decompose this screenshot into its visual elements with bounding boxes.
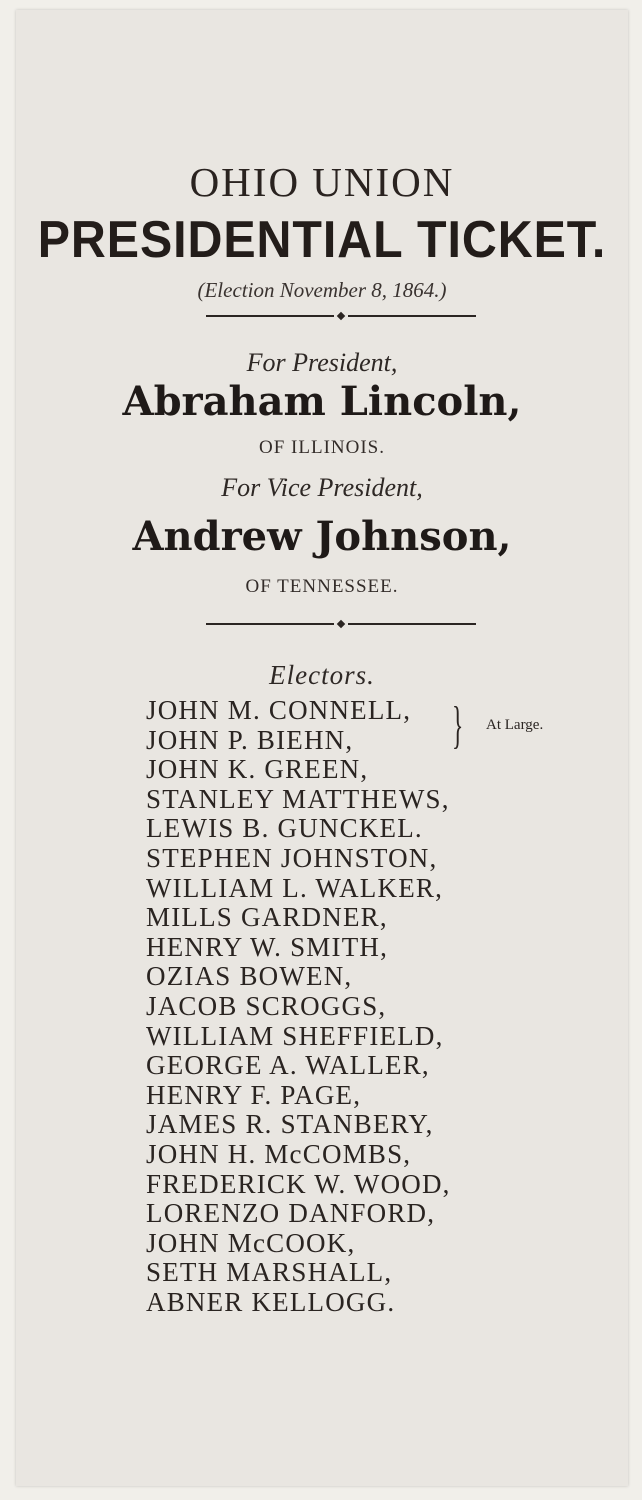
vice-president-state: OF TENNESSEE. xyxy=(245,576,399,597)
elector-name: WILLIAM L. WALKER, xyxy=(146,872,444,903)
president-name: Abraham Lincoln, xyxy=(122,378,522,425)
elector-name: STANLEY MATTHEWS, xyxy=(146,783,450,814)
election-date: (Election November 8, 1864.) xyxy=(197,278,447,302)
president-state: OF ILLINOIS. xyxy=(259,437,385,458)
elector-name: SETH MARSHALL, xyxy=(146,1257,393,1288)
ticket-heading-title: PRESIDENTIAL TICKET. xyxy=(37,211,607,269)
elector-name: HENRY W. SMITH, xyxy=(146,931,389,962)
elector-name: OZIAS BOWEN, xyxy=(146,961,353,992)
elector-name: JOHN K. GREEN, xyxy=(146,754,369,785)
elector-name: JOHN McCOOK, xyxy=(146,1227,356,1258)
elector-name: JACOB SCROGGS, xyxy=(146,990,387,1021)
elector-name: JOHN P. BIEHN, xyxy=(146,724,354,755)
ornamental-rule-bottom xyxy=(206,618,476,630)
vice-president-office-label: For Vice President, xyxy=(221,473,423,502)
elector-name: LEWIS B. GUNCKEL. xyxy=(146,813,423,844)
at-large-brace: } xyxy=(452,697,464,754)
ballot-ticket xyxy=(16,10,628,1486)
elector-name: ABNER KELLOGG. xyxy=(146,1286,396,1317)
electors-list xyxy=(146,696,451,1317)
elector-name: STEPHEN JOHNSTON, xyxy=(146,842,438,873)
elector-name: GEORGE A. WALLER, xyxy=(146,1050,430,1081)
electors-heading: Electors. xyxy=(269,660,375,690)
elector-name: HENRY F. PAGE, xyxy=(146,1079,362,1110)
at-large-label: At Large. xyxy=(486,717,544,733)
president-office-label: For President, xyxy=(246,348,398,377)
elector-name: JAMES R. STANBERY, xyxy=(146,1109,434,1140)
elector-name: FREDERICK W. WOOD, xyxy=(146,1168,451,1199)
ticket-heading-state: OHIO UNION xyxy=(189,159,455,205)
elector-name: JOHN H. McCOMBS, xyxy=(146,1138,412,1169)
elector-name: MILLS GARDNER, xyxy=(146,902,388,933)
elector-name: LORENZO DANFORD, xyxy=(146,1198,436,1229)
elector-name: JOHN M. CONNELL, xyxy=(146,695,412,725)
vice-president-name: Andrew Johnson, xyxy=(132,513,512,560)
ornamental-rule-top xyxy=(206,310,476,322)
elector-name: WILLIAM SHEFFIELD, xyxy=(146,1020,444,1051)
